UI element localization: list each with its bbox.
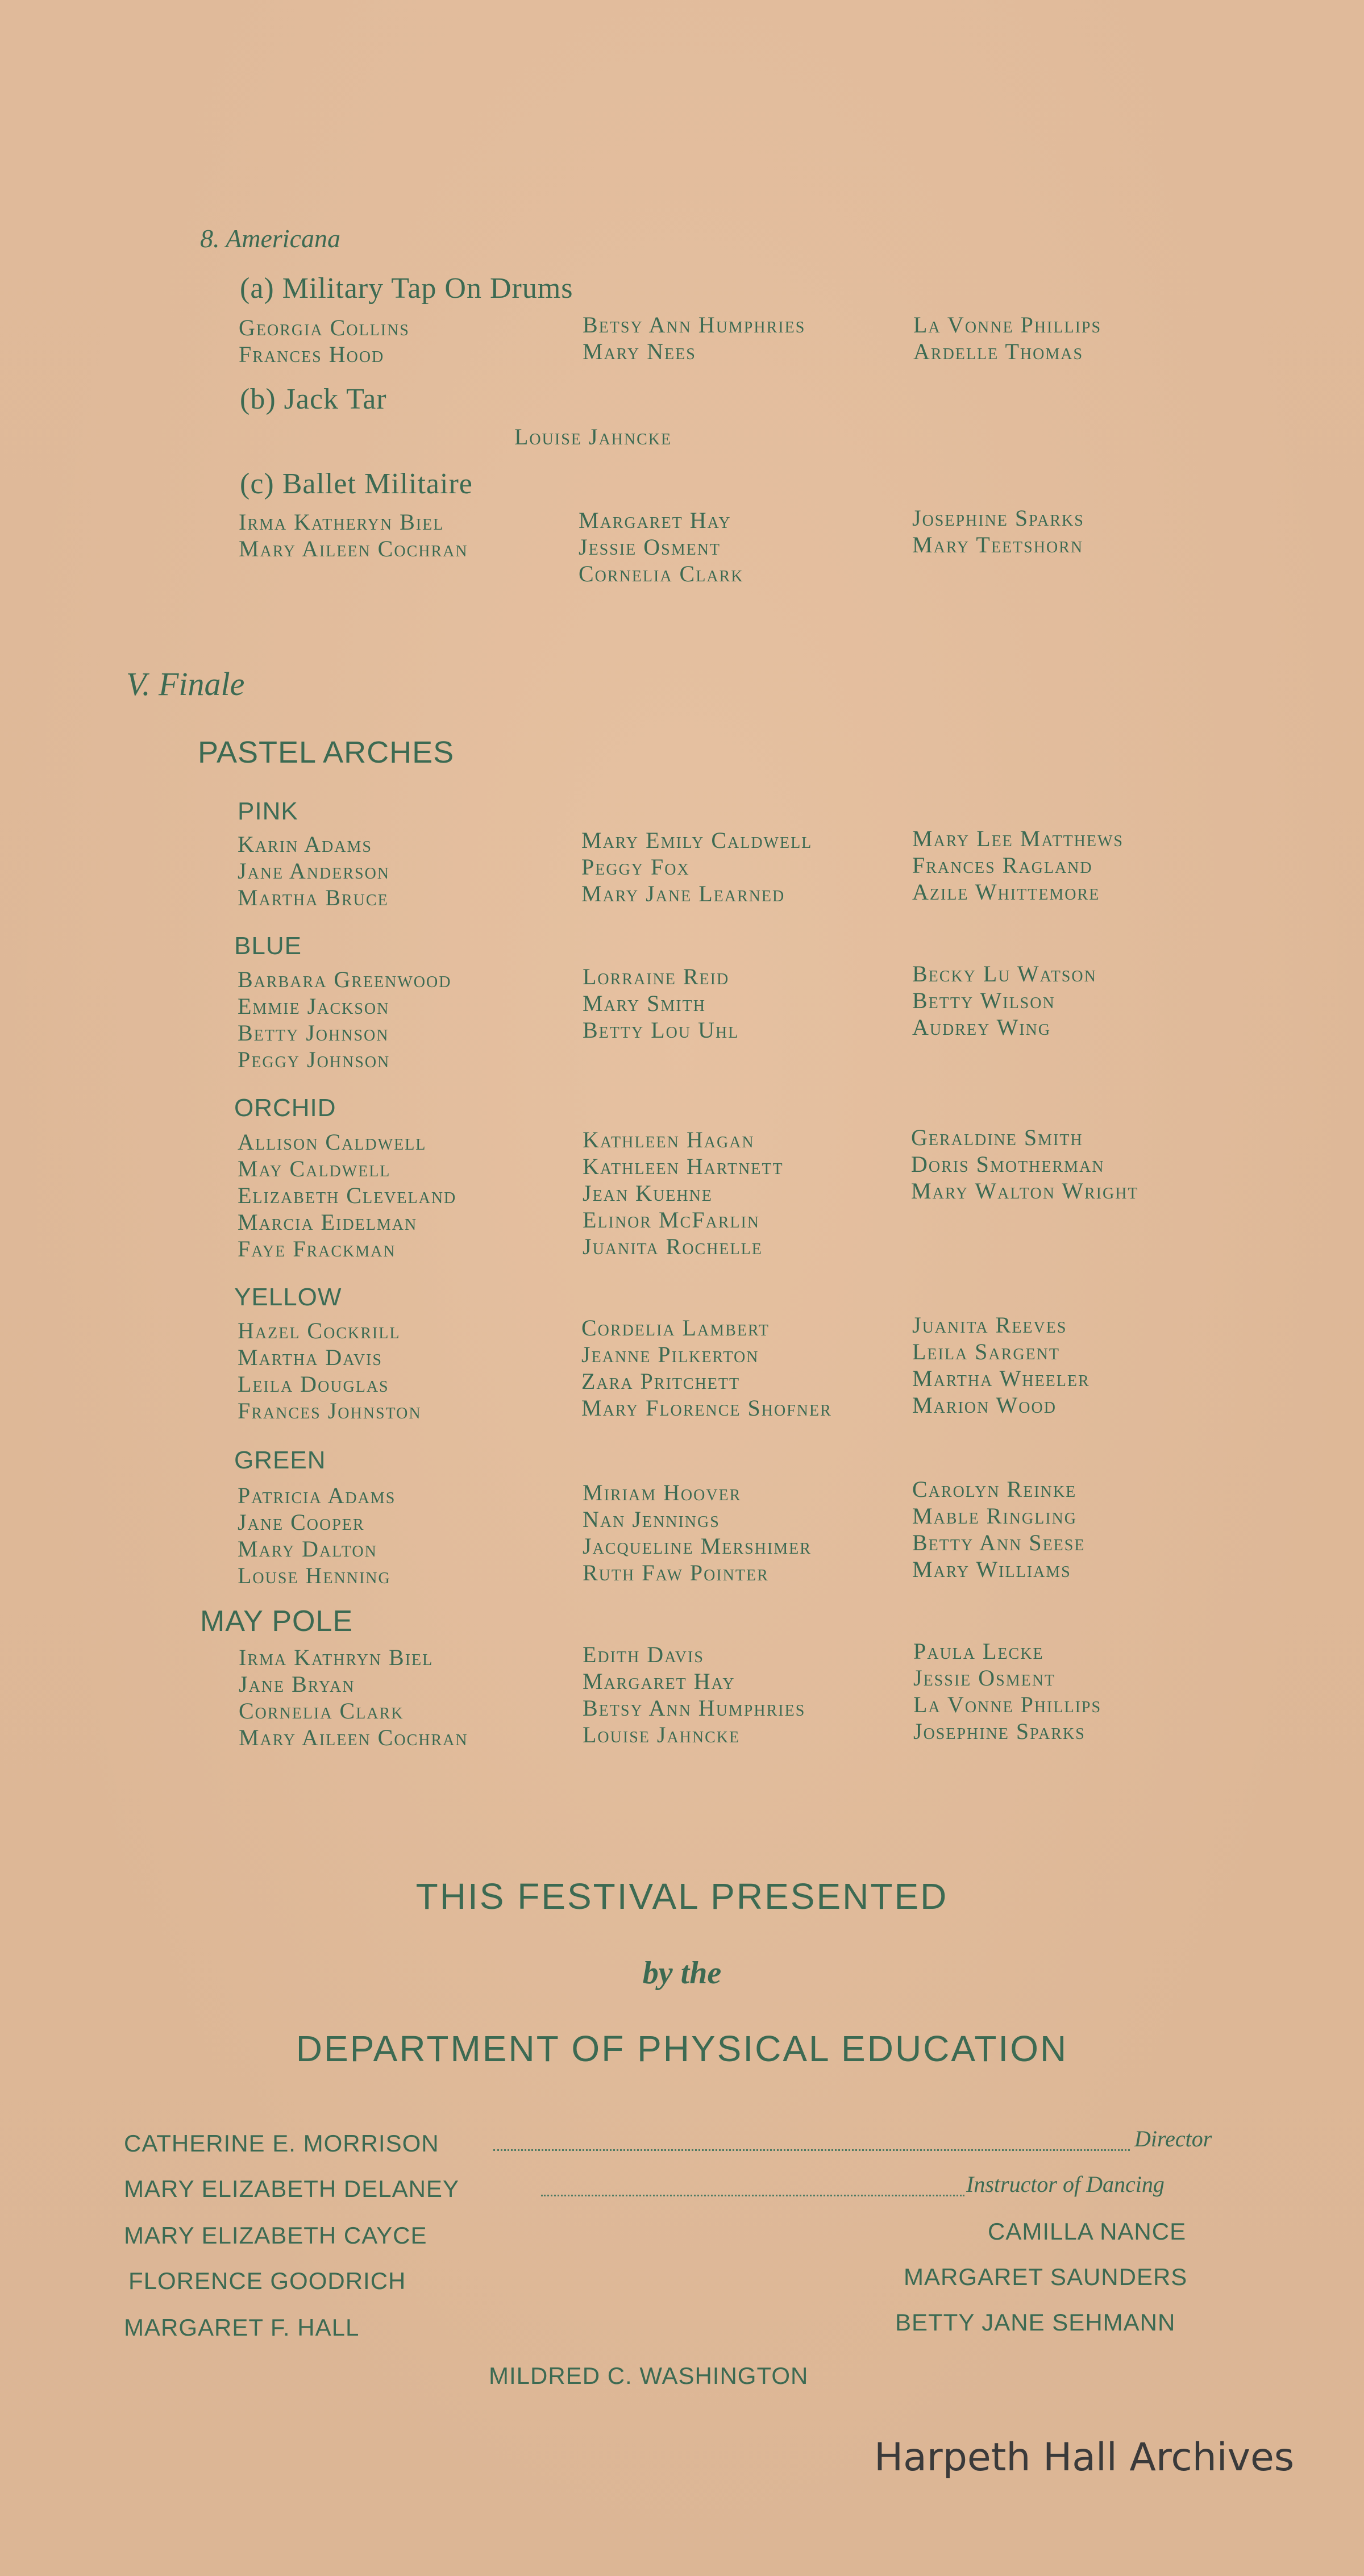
performer-name: Margaret Hay <box>583 1668 735 1694</box>
performer-name: Jane Bryan <box>239 1671 355 1697</box>
performer-name: Azile Whittemore <box>912 879 1100 905</box>
yellow-col-2 <box>581 1314 922 1421</box>
director-role: Director <box>1134 2126 1212 2151</box>
jack-tar-title: (b) Jack Tar <box>240 383 387 415</box>
orchid-col-2 <box>583 1126 924 1260</box>
military-tap-col-3 <box>913 311 1254 365</box>
staff-name: BETTY JANE SEHMANN <box>895 2309 1176 2336</box>
performer-name: Emmie Jackson <box>238 993 390 1019</box>
performer-name: Elizabeth Cleveland <box>238 1183 457 1208</box>
performer-name: Mary Florence Shofner <box>581 1395 832 1421</box>
performer-name: Irma Kathryn Biel <box>239 1645 434 1670</box>
pink-col-2 <box>581 827 922 907</box>
performer-name: Mary Jane Learned <box>581 881 785 906</box>
instructor-role: Instructor of Dancing <box>966 2171 1165 2197</box>
performer-name: Frances Hood <box>239 342 385 367</box>
group-title-orchid: ORCHID <box>234 1094 336 1122</box>
performer-name: Leila Sargent <box>912 1339 1060 1364</box>
performer-name: Mary Nees <box>583 339 696 364</box>
performer-name: Louise Jahncke <box>583 1722 741 1747</box>
ballet-militaire-col-2 <box>579 507 920 587</box>
performer-name: Jeanne Pilkerton <box>581 1342 759 1367</box>
performer-name: Mary Lee Matthews <box>912 826 1124 851</box>
instructor-name: MARY ELIZABETH DELANEY <box>124 2175 459 2202</box>
may-pole-heading: MAY POLE <box>200 1605 354 1638</box>
performer-name: Cornelia Clark <box>579 561 744 586</box>
performer-name: La Vonne Phillips <box>913 312 1102 338</box>
performer-name: La Vonne Phillips <box>913 1692 1102 1717</box>
staff-name: CAMILLA NANCE <box>988 2218 1187 2245</box>
performer-name: Audrey Wing <box>912 1014 1051 1040</box>
performer-name: Ardelle Thomas <box>913 339 1084 364</box>
performer-name: Allison Caldwell <box>238 1129 427 1155</box>
performer-name: Mary Teetshorn <box>912 532 1084 557</box>
dotted-leader <box>493 2149 1130 2151</box>
performer-name: Marcia Eidelman <box>238 1209 418 1235</box>
green-col-2 <box>583 1479 924 1586</box>
staff-name: MARY ELIZABETH CAYCE <box>124 2222 427 2249</box>
performer-name: Jean Kuehne <box>583 1180 713 1206</box>
performer-name: Martha Bruce <box>238 885 389 910</box>
by-the-text: by the <box>642 1955 722 1991</box>
ballet-militaire-title: (c) Ballet Militaire <box>240 468 473 500</box>
staff-name: MARGARET SAUNDERS <box>904 2263 1188 2290</box>
performer-name: Mary Walton Wright <box>911 1178 1139 1204</box>
performer-name: Ruth Faw Pointer <box>583 1560 769 1585</box>
performer-name: Lorraine Reid <box>583 964 730 989</box>
performer-name: Cordelia Lambert <box>581 1315 770 1341</box>
performer-name: Betty Johnson <box>238 1020 389 1046</box>
yellow-col-3 <box>912 1312 1253 1418</box>
blue-col-2 <box>583 963 924 1043</box>
performer-name: Betsy Ann Humphries <box>583 1695 806 1721</box>
festival-presented-heading: THIS FESTIVAL PRESENTED <box>415 1876 949 1917</box>
performer-name: Peggy Johnson <box>238 1047 390 1072</box>
performer-name: Juanita Reeves <box>912 1312 1067 1338</box>
staff-name: FLORENCE GOODRICH <box>128 2267 406 2294</box>
military-tap-col-2 <box>583 311 924 365</box>
performer-name: Frances Johnston <box>238 1398 422 1424</box>
performer-name: Juanita Rochelle <box>583 1234 763 1259</box>
performer-name: Jacqueline Mershimer <box>583 1533 812 1559</box>
performer-name: Martha Wheeler <box>912 1366 1090 1391</box>
performer-name: Mary Aileen Cochran <box>239 1725 468 1750</box>
performer-name: Cornelia Clark <box>239 1698 404 1724</box>
performer-name: Betty Lou Uhl <box>583 1017 739 1043</box>
performer-name: Margaret Hay <box>579 507 731 533</box>
performer-name: Betty Ann Seese <box>912 1530 1086 1555</box>
performer-name: Barbara Greenwood <box>238 967 452 992</box>
may-pole-col-3 <box>913 1638 1254 1745</box>
performer-name: Mary Aileen Cochran <box>239 536 468 561</box>
archives-watermark: Harpeth Hall Archives <box>874 2435 1295 2480</box>
performer-name: Faye Frackman <box>238 1236 396 1262</box>
performer-name: Irma Katheryn Biel <box>239 509 444 535</box>
blue-col-1 <box>238 966 579 1073</box>
pink-col-3 <box>912 825 1253 905</box>
group-title-pink: PINK <box>238 797 298 825</box>
performer-name: Georgia Collins <box>239 315 410 340</box>
performer-name: Kathleen Hagan <box>583 1127 755 1152</box>
dotted-leader <box>541 2195 964 2196</box>
group-title-green: GREEN <box>234 1446 326 1474</box>
performer-name: Jessie Osment <box>913 1665 1056 1691</box>
finale-heading: V. Finale <box>126 665 245 702</box>
performer-name: Josephine Sparks <box>913 1718 1086 1744</box>
performer-name: Carolyn Reinke <box>912 1476 1077 1502</box>
performer-name: Louse Henning <box>238 1563 391 1588</box>
department-heading: DEPARTMENT OF PHYSICAL EDUCATION <box>296 2028 1068 2069</box>
performer-name: Elinor McFarlin <box>583 1207 760 1233</box>
performer-name: Mary Smith <box>583 991 706 1016</box>
military-tap-col-1 <box>239 314 580 368</box>
performer-name: May Caldwell <box>238 1156 391 1181</box>
performer-name: Mary Williams <box>912 1557 1071 1582</box>
yellow-col-1 <box>238 1317 579 1424</box>
group-title-blue: BLUE <box>234 932 302 960</box>
staff-name: MILDRED C. WASHINGTON <box>489 2362 809 2389</box>
performer-name: Zara Pritchett <box>581 1368 741 1394</box>
blue-col-3 <box>912 960 1253 1041</box>
performer-name: Mary Emily Caldwell <box>581 827 813 853</box>
performer-name: Paula Lecke <box>913 1638 1044 1664</box>
performer-name: Louise Jahncke <box>514 424 672 450</box>
pink-col-1 <box>238 831 579 911</box>
performer-name: Mable Ringling <box>912 1503 1077 1529</box>
may-pole-col-2 <box>583 1641 924 1748</box>
performer-name: Jessie Osment <box>579 534 721 560</box>
orchid-col-3 <box>911 1124 1252 1204</box>
jack-tar-performer <box>514 423 855 450</box>
performer-name: Patricia Adams <box>238 1483 396 1508</box>
ballet-militaire-col-3 <box>912 505 1253 558</box>
performer-name: Doris Smotherman <box>911 1151 1105 1177</box>
performer-name: Kathleen Hartnett <box>583 1154 784 1179</box>
performer-name: Karin Adams <box>238 831 372 857</box>
orchid-col-1 <box>238 1129 579 1262</box>
performer-name: Josephine Sparks <box>912 505 1084 531</box>
performer-name: Geraldine Smith <box>911 1125 1083 1150</box>
americana-heading: 8. Americana <box>200 224 341 253</box>
green-col-3 <box>912 1476 1253 1583</box>
performer-name: Jane Anderson <box>238 858 390 884</box>
performer-name: Miriam Hoover <box>583 1480 742 1505</box>
performer-name: Mary Dalton <box>238 1536 377 1562</box>
group-title-yellow: YELLOW <box>234 1283 342 1311</box>
performer-name: Betsy Ann Humphries <box>583 312 806 338</box>
staff-name: MARGARET F. HALL <box>124 2314 360 2341</box>
performer-name: Hazel Cockrill <box>238 1318 401 1343</box>
performer-name: Jane Cooper <box>238 1509 365 1535</box>
performer-name: Becky Lu Watson <box>912 961 1097 987</box>
performer-name: Betty Wilson <box>912 988 1055 1013</box>
ballet-militaire-col-1 <box>239 509 580 562</box>
green-col-1 <box>238 1482 579 1589</box>
pastel-arches-heading: PASTEL ARCHES <box>198 735 455 769</box>
performer-name: Edith Davis <box>583 1642 704 1667</box>
military-tap-title: (a) Military Tap On Drums <box>240 272 573 305</box>
may-pole-col-1 <box>239 1644 580 1751</box>
performer-name: Peggy Fox <box>581 854 690 880</box>
performer-name: Martha Davis <box>238 1345 382 1370</box>
performer-name: Frances Ragland <box>912 852 1093 878</box>
performer-name: Nan Jennings <box>583 1507 720 1532</box>
performer-name: Leila Douglas <box>238 1371 389 1397</box>
director-name: CATHERINE E. MORRISON <box>124 2130 439 2157</box>
performer-name: Marion Wood <box>912 1392 1057 1418</box>
